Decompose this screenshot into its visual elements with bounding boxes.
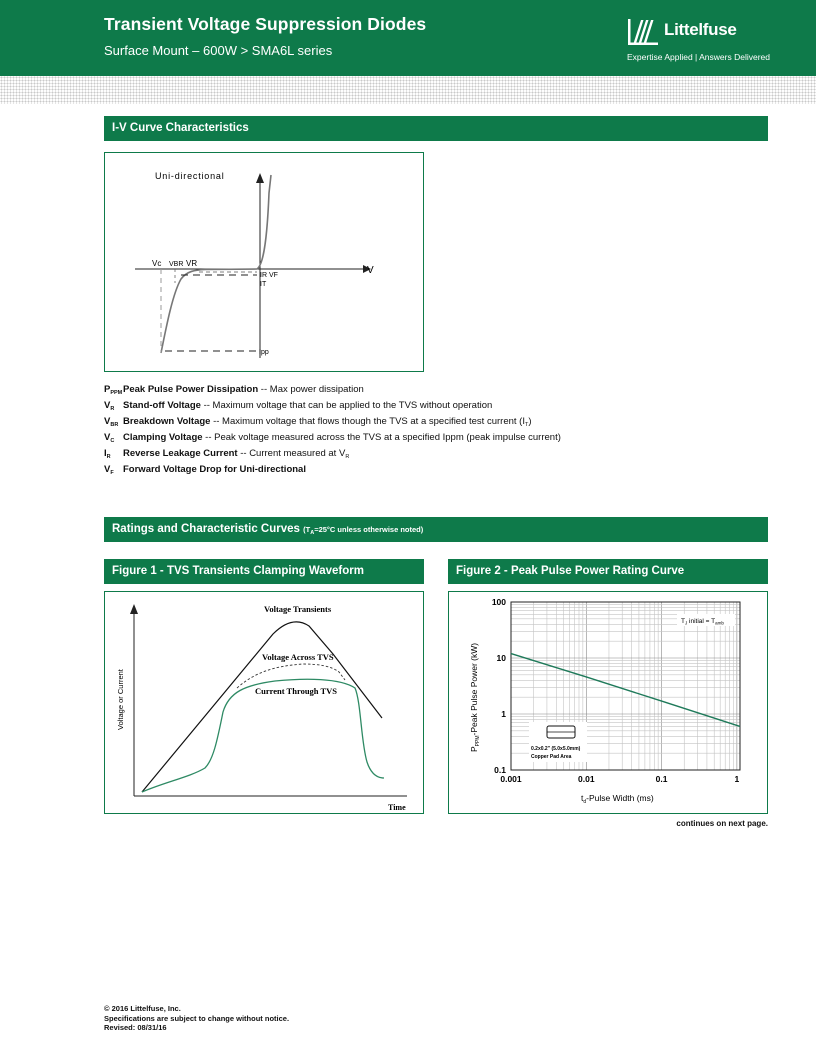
fig2-series-line xyxy=(511,654,740,727)
def-term: Clamping Voltage xyxy=(123,432,203,443)
voltage-transients-curve xyxy=(142,622,382,792)
def-term: Forward Voltage Drop for Uni-directional xyxy=(123,464,306,475)
label-vf: VF xyxy=(269,272,278,279)
fig2-x-tick-label: 0.01 xyxy=(578,774,595,784)
def-symbol: V xyxy=(104,432,111,443)
def-term: Reverse Leakage Current xyxy=(123,448,238,459)
iv-curve-svg xyxy=(105,153,425,373)
ratings-section-header xyxy=(104,517,768,542)
fig1-header xyxy=(104,559,424,584)
fig1-svg xyxy=(105,592,425,815)
def-term: Peak Pulse Power Dissipation xyxy=(123,384,259,395)
voltage-across-tvs-curve xyxy=(237,664,345,688)
label-voltage-transients: Voltage Transients xyxy=(264,604,332,614)
def-symbol-sub: C xyxy=(110,438,115,444)
def-symbol-sub: R xyxy=(106,454,111,460)
fig2-svg xyxy=(449,592,769,815)
def-term: Breakdown Voltage xyxy=(123,416,211,427)
tagline: Expertise Applied | Answers Delivered xyxy=(627,52,771,62)
def-desc: -- Max power dissipation xyxy=(258,384,364,395)
definition-row xyxy=(104,446,784,462)
def-symbol: V xyxy=(104,400,111,411)
fig2-x-tick-label: 0.001 xyxy=(500,774,522,784)
fig2-title: Figure 2 - Peak Pulse Power Rating Curve xyxy=(456,565,685,577)
fig2-x-label: $t_d$-Pulse Width (ms) xyxy=(581,793,654,805)
def-symbol-sub: PPM xyxy=(110,390,123,396)
fig2-y-tick-label: 10 xyxy=(496,653,506,663)
definition-row xyxy=(104,414,784,430)
def-desc-sub: T xyxy=(524,422,529,428)
page-title: Transient Voltage Suppression Diodes xyxy=(104,14,427,34)
def-symbol-sub: R xyxy=(110,406,115,412)
fig2-y-tick-label: 100 xyxy=(491,597,506,607)
label-ir: IR xyxy=(260,272,267,279)
label-current-through: Current Through TVS xyxy=(255,686,338,696)
label-v-axis: V xyxy=(367,265,374,276)
label-vr: VR xyxy=(186,259,198,268)
def-symbol: V xyxy=(104,464,111,475)
label-ipp: Ipp xyxy=(259,349,269,356)
def-symbol: P xyxy=(104,384,111,395)
label-voltage-across: Voltage Across TVS xyxy=(262,652,334,662)
page-header xyxy=(0,0,816,76)
fig2-y-label: $P_{PPM}$-Peak Pulse Power (kW) xyxy=(469,642,481,752)
pad-label-area: Copper Pad Area xyxy=(531,754,572,760)
def-desc: -- Current measured at V xyxy=(237,448,346,459)
pad-label-size: 0.2x0.2" (5.0x5.0mm) xyxy=(531,746,581,752)
fig1-chart xyxy=(104,591,424,814)
label-vbr: VBR xyxy=(169,261,184,268)
def-desc: -- Maximum voltage that can be applied to the TVS without operation xyxy=(200,400,493,411)
definition-row xyxy=(104,430,784,446)
fig1-x-label: Time xyxy=(388,803,406,812)
current-through-tvs-curve xyxy=(142,679,384,792)
fig2-legend: $T_J$ initial = $T_{amb}$ xyxy=(681,618,724,626)
def-desc-sub: R xyxy=(345,454,350,460)
iv-curve-diagram xyxy=(104,152,424,372)
fig2-x-tick-label: 0.1 xyxy=(655,774,668,784)
definition-row xyxy=(104,382,784,398)
page-footer xyxy=(104,1004,289,1033)
fig2-y-tick-label: 0.1 xyxy=(494,765,506,775)
label-vc: Vc xyxy=(152,259,162,268)
fig2-chart xyxy=(448,591,768,814)
def-term: Stand-off Voltage xyxy=(123,400,201,411)
footer-revised: Revised: 08/31/16 xyxy=(104,1023,167,1032)
iv-section-header xyxy=(104,116,768,141)
ratings-note: ($T_A=25^\circ C$ unless otherwise noted) xyxy=(303,525,424,536)
def-symbol-sub: BR xyxy=(110,422,119,428)
footer-spec-note: Specifications are subject to change without notice. xyxy=(104,1013,290,1023)
def-desc: -- Maximum voltage that flows though the TVS at a specified test current (I xyxy=(210,416,525,427)
continues-note: continues on next page. xyxy=(676,819,768,828)
def-symbol: V xyxy=(104,416,111,427)
def-desc-end: ) xyxy=(528,416,532,427)
def-symbol-sub: F xyxy=(110,470,114,476)
dotted-band xyxy=(0,76,816,104)
def-desc: -- Peak voltage measured across the TVS at a specified Ippm (peak impulse current) xyxy=(202,432,561,443)
def-symbol: I xyxy=(104,448,107,459)
label-uni-directional: Uni-directional xyxy=(155,171,225,181)
parameter-definitions xyxy=(104,382,784,478)
definition-row xyxy=(104,462,784,478)
fig2-x-tick-label: 1 xyxy=(734,774,740,784)
iv-y-arrow xyxy=(256,173,264,183)
ratings-title: Ratings and Characteristic Curves xyxy=(112,523,300,535)
fig1-y-label: Voltage or Current xyxy=(116,669,125,730)
fig2-header xyxy=(448,559,768,584)
logo-wordmark: Littelfuse xyxy=(664,20,737,39)
label-it: IT xyxy=(260,281,267,288)
fig2-y-tick-label: 1 xyxy=(501,709,506,719)
footer-copyright: © 2016 Littelfuse, Inc. xyxy=(104,1004,181,1013)
definition-row xyxy=(104,398,784,414)
fig1-y-arrow xyxy=(130,604,138,614)
page-subtitle: Surface Mount – 600W > SMA6L series xyxy=(104,43,333,58)
iv-section-title: I-V Curve Characteristics xyxy=(112,122,249,134)
fig1-title: Figure 1 - TVS Transients Clamping Waveform xyxy=(112,565,364,577)
